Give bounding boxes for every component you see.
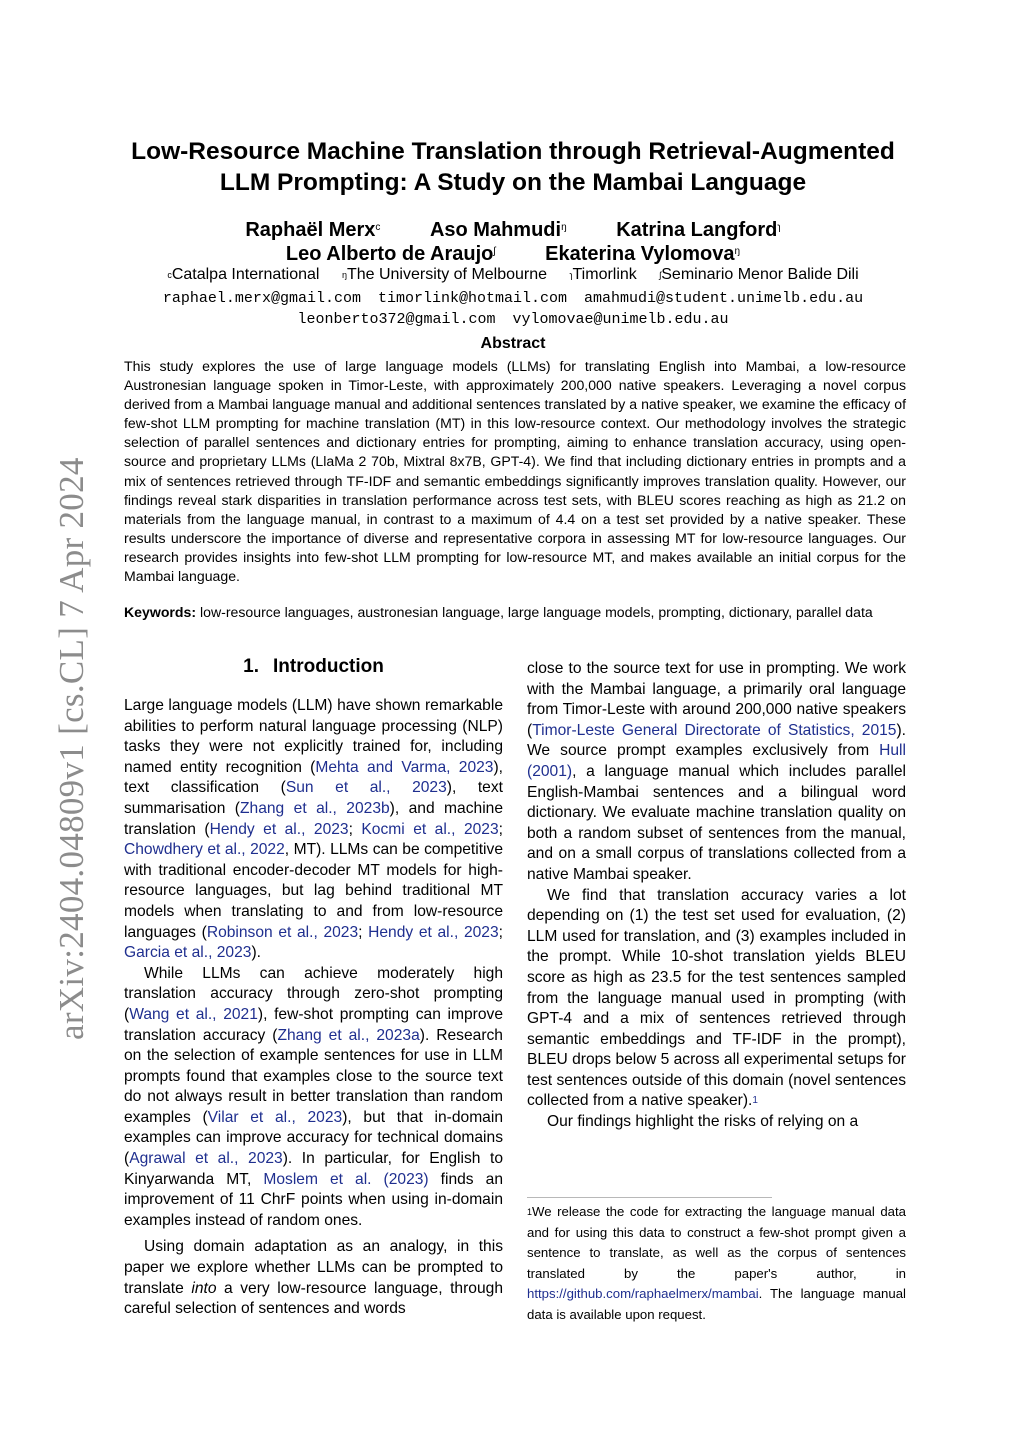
intro-paragraph-4	[527, 659, 906, 886]
citation-link[interactable]: Vilar et al., 2023	[207, 1108, 343, 1126]
text-run: Large language models (LLM) have shown remarkable abilities to perform natural language processing (NLP) tasks they were not explicitly trained for, including named entity recognition (	[124, 697, 503, 776]
keywords	[124, 603, 906, 622]
intro-paragraph-1	[124, 696, 503, 964]
email: timorlink@hotmail.com	[377, 290, 568, 307]
emphasis: into	[191, 1279, 217, 1297]
citation-link[interactable]: Hull (2001)	[527, 742, 906, 780]
text-run: ;	[348, 820, 362, 838]
affiliation: $^ʃ$Seminario Menor Balide Dili	[659, 266, 859, 283]
text-run: We find that translation accuracy varies a lot depending on (1) the test set used for evaluation, (2) LLM used for translation, and (3) examples included in the prompt. While 10-shot translation yields BLEU score as high as 23.5 for the test sentences sampled from the language manual used in prompting (with GPT-4 and a mix of sentences retrieved through semantic embeddings and TF-IDF in the prompt), BLEU drops below 5 across all experimental setups for test sentences outside of this domain (novel sentences collected from a native speaker).	[527, 886, 906, 1110]
text-run: ). Research on the selection of example sentences for use in LLM prompts found that examples close to the source text do not always result in better translation than random examples (	[124, 1026, 503, 1126]
citation-link[interactable]: Zhang et al., 2023a	[277, 1026, 420, 1044]
section-heading: 1. Introduction	[243, 656, 384, 677]
author-list	[110, 218, 916, 266]
citation-link[interactable]: Zhang et al., 2023b	[240, 799, 390, 817]
citation-link[interactable]: Sun et al., 2023	[285, 779, 447, 797]
intro-paragraph-5	[527, 886, 906, 1113]
abstract-text: This study explores the use of large language models (LLMs) for translating English into Mambai, a low-resource Austronesian language spoken in Timor-Leste, with approximately 200,000 native speakers. Leveraging a novel corpus derived from a Mambai language manual and additional sentences translated by a native speaker, we examine the efficacy of few-shot LLM prompting for machine translation (MT) in this low-resource context. Our methodology involves the strategic selection of parallel sentences and dictionary entries for prompting, aiming to enhance translation accuracy, using open-source and proprietary LLMs (LlaMa 2 70b, Mixtral 8x7B, GPT-4). We find that including dictionary entries in prompts and a mix of sentences retrieved through TF-IDF and semantic embeddings significantly improves translation quality. However, our findings reveal stark disparities in translation performance across test sets, with BLEU scores reaching as high as 21.2 on materials from the language manual, in contrast to a maximum of 4.4 on a test set provided by a native speaker. These results underscore the importance of diverse and representative corpora in assessing MT for low-resource languages. Our research provides insights into few-shot LLM prompting for low-resource MT, and makes available an initial corpus for the Mambai language.	[124, 358, 906, 585]
text-run: a very low-resource language, through careful selection of sentences and words	[124, 1279, 503, 1318]
citation-link[interactable]: Garcia et al., 2023	[124, 944, 252, 962]
text-run: ), few-shot prompting can improve translation accuracy (	[124, 1005, 503, 1044]
citation-link[interactable]: Robinson et al., 2023	[206, 923, 359, 941]
text-run: ;	[498, 923, 503, 941]
text-run: ).	[251, 944, 261, 962]
text-run: Using domain adaptation as an analogy, in this paper we explore whether LLMs can be prompted to translate	[124, 1238, 503, 1297]
text-run: ), text summarisation (	[124, 779, 503, 817]
author: Ekaterina Vylomova$^ŋ$	[545, 243, 741, 265]
author-emails	[110, 288, 916, 330]
email: vylomovae@unimelb.edu.au	[512, 311, 729, 328]
text-run: , a language manual which includes parallel English-Mambai sentences and a bilingual word dictionary. We evaluate machine translation quality on both a random subset of sentences from the manual, and on a small corpus of translations collected from a native Mambai speaker.	[527, 762, 906, 883]
intro-paragraph-3	[124, 1237, 503, 1319]
paper-title: Low-Resource Machine Translation through Retrieval-Augmented LLM Prompting: A Study on the Mambai Language	[131, 138, 895, 196]
author: Aso Mahmudi$^ŋ$	[429, 219, 567, 241]
affiliation: $^c$Catalpa International	[167, 266, 320, 283]
keywords-text: low-resource languages, austronesian language, large language models, prompting, dictionary, parallel data	[199, 604, 873, 620]
text-run: , MT). LLMs can be competitive with traditional encoder-decoder MT models for high-resource languages, but lag behind traditional MT models when translating to and from low-resource languages (	[124, 841, 503, 941]
text-run: ), and machine translation (	[124, 799, 503, 838]
abstract-heading: Abstract	[480, 335, 546, 352]
text-run: ). In particular, for English to Kinyarwanda MT,	[124, 1150, 503, 1188]
citation-link[interactable]: Timor-Leste General Directorate of Statistics, 2015	[532, 721, 897, 739]
text-run: close to the source text for use in prompting. We work with the Mambai language, a primarily oral language from Timor-Leste with around 200,000 native speakers (	[527, 660, 906, 739]
author: Raphaël Merx$^c$	[245, 219, 381, 241]
email: amahmudi@student.unimelb.edu.au	[584, 290, 864, 307]
author: Katrina Langford$^ɿ$	[616, 219, 781, 241]
right-column	[527, 659, 906, 1133]
citation-link[interactable]: Hendy et al., 2023	[209, 820, 349, 838]
text-run: Our findings highlight the risks of relying on a	[547, 1113, 859, 1131]
footnote-marker[interactable]: 1	[752, 1095, 758, 1107]
footnote: $^1$We release the code for extracting the language manual data and for using this data to construct a few-shot prompt given a sentence to translate, as well as the corpus of sentences translated by the paper's author, in https://github.com/raphaelmerx/mambai. The language manual data is available upon request.	[527, 1204, 906, 1322]
citation-link[interactable]: Agrawal et al., 2023	[129, 1150, 283, 1168]
text-run: ). We source prompt examples exclusively from	[527, 721, 906, 760]
citation-link[interactable]: Moslem et al. (2023)	[263, 1170, 429, 1188]
intro-paragraph-6	[527, 1112, 906, 1133]
citation-link[interactable]: Hendy et al., 2023	[368, 923, 499, 941]
email: raphael.merx@gmail.com	[162, 290, 361, 307]
text-run: ), but that in-domain examples can improve accuracy for technical domains (	[124, 1108, 503, 1168]
affiliation: $^ɿ$Timorlink	[569, 266, 637, 283]
text-run: ;	[498, 820, 503, 838]
text-run: ;	[358, 923, 369, 941]
citation-link[interactable]: Kocmi et al., 2023	[361, 820, 499, 838]
citation-link[interactable]: Wang et al., 2021	[129, 1005, 258, 1023]
text-run: finds an improvement of 11 ChrF points when using in-domain examples instead of random ones.	[124, 1170, 503, 1229]
text-run: ), text classification (	[124, 758, 503, 797]
email: leonberto372@gmail.com	[297, 311, 496, 328]
keywords-label: Keywords:	[124, 604, 197, 620]
intro-paragraph-2	[124, 964, 503, 1232]
github-link[interactable]: https://github.com/raphaelmerx/mambai	[527, 1286, 759, 1301]
text-run: While LLMs can achieve moderately high translation accuracy through zero-shot prompting (	[124, 964, 503, 1023]
left-column	[124, 657, 503, 1320]
citation-link[interactable]: Chowdhery et al., 2022	[124, 841, 285, 859]
citation-link[interactable]: Mehta and Varma, 2023	[315, 758, 494, 776]
author: Leo Alberto de Araujo$^ʃ$	[285, 243, 496, 265]
affiliation: $^ŋ$The University of Melbourne	[341, 266, 548, 283]
footnote-rule	[527, 1197, 772, 1198]
affiliations	[110, 265, 916, 285]
